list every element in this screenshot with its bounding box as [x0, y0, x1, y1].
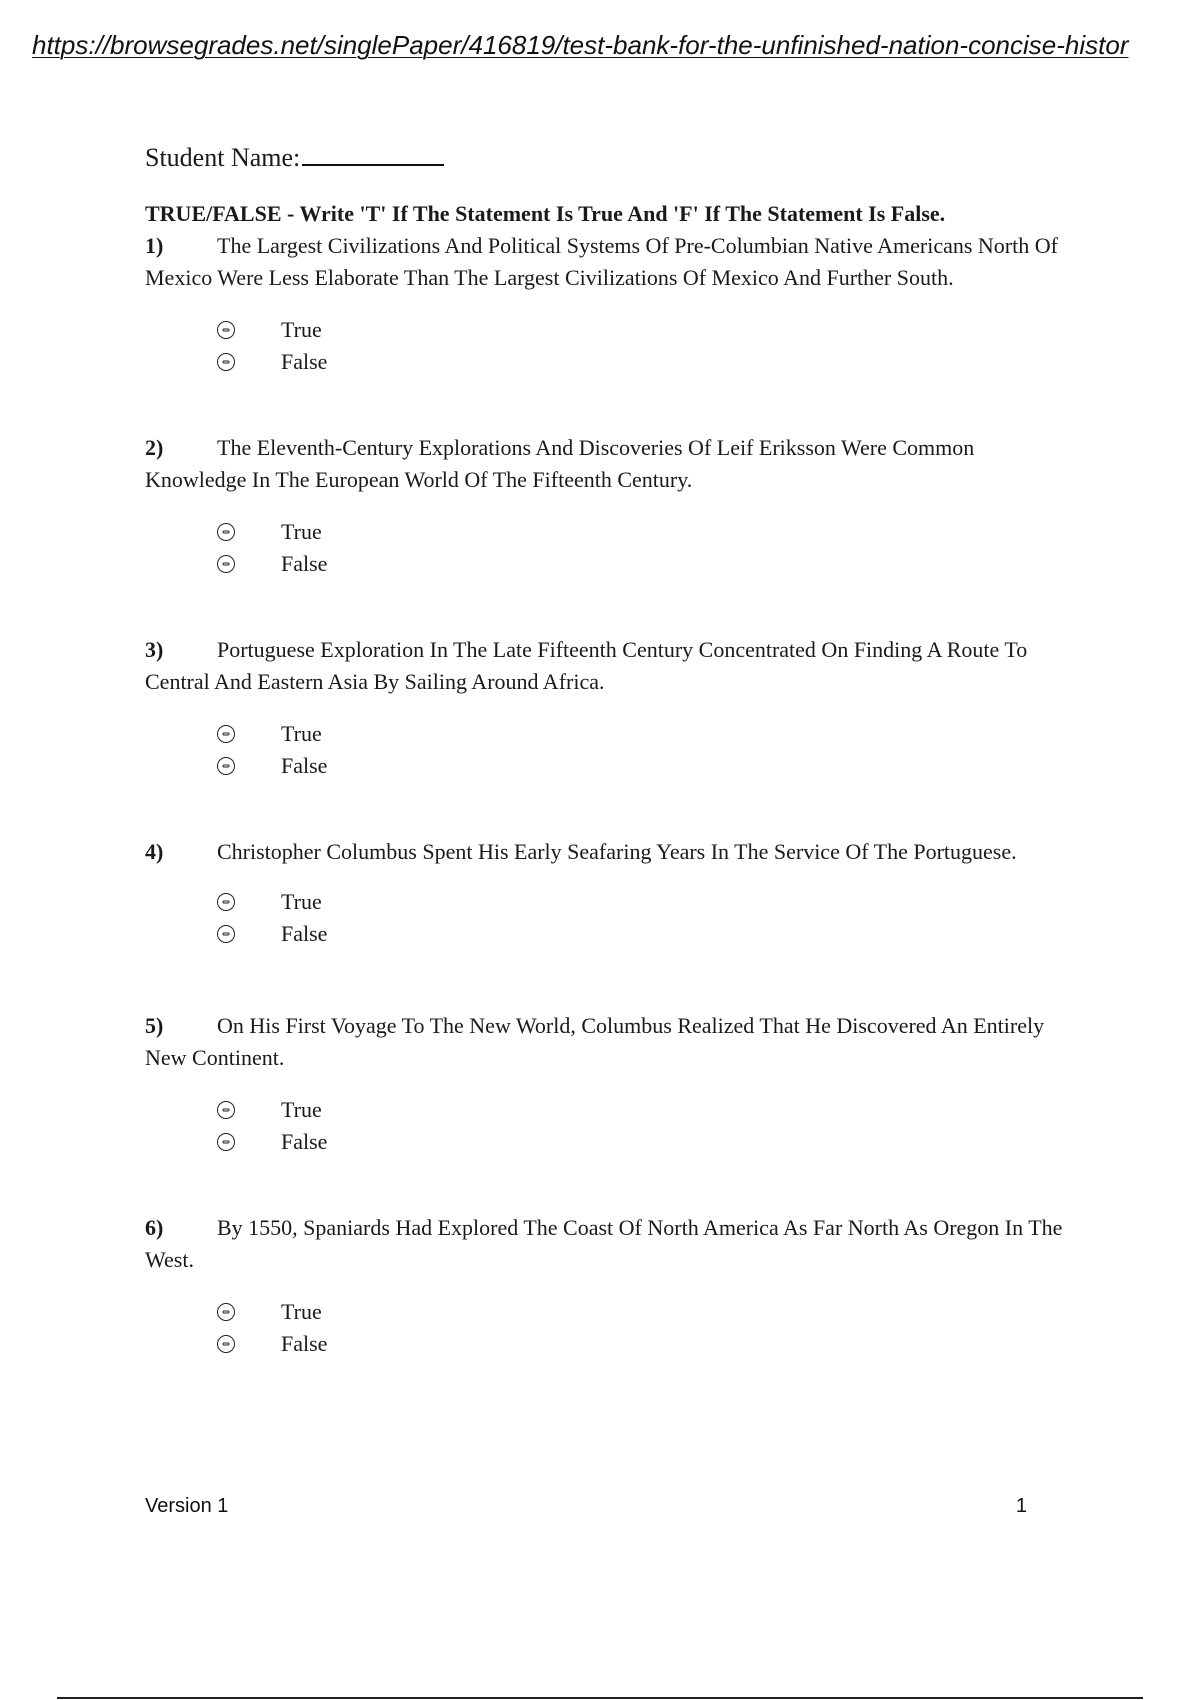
- question-text: [145, 634, 1065, 698]
- radio-button-icon[interactable]: [217, 725, 235, 743]
- option-label: True: [281, 317, 322, 342]
- question-text: [145, 836, 1065, 868]
- question-number: 6): [145, 1215, 164, 1240]
- answer-options: [217, 718, 1065, 782]
- option-label: True: [281, 889, 322, 914]
- option-true[interactable]: [217, 1094, 1065, 1126]
- option-true[interactable]: [217, 516, 1065, 548]
- question-statement: Christopher Columbus Spent His Early Seafaring Years In The Service Of The Portuguese.: [217, 839, 1017, 864]
- question-statement: The Eleventh-Century Explorations And Discoveries Of Leif Eriksson Were Common Knowledge In The European World Of The Fifteenth Century.: [145, 435, 975, 492]
- question-number: 4): [145, 839, 164, 864]
- question-number: 5): [145, 1013, 164, 1038]
- student-name-field: [145, 140, 1065, 174]
- radio-button-icon[interactable]: [217, 1303, 235, 1321]
- question-statement: The Largest Civilizations And Political Systems Of Pre-Columbian Native Americans North Of Mexico Were Less Elaborate Than The Largest Civilizations Of Mexico And Further South.: [145, 233, 1058, 290]
- option-label: False: [281, 551, 328, 576]
- option-label: False: [281, 921, 328, 946]
- page-footer: [145, 1493, 1027, 1519]
- question-number: 3): [145, 637, 164, 662]
- question-6: [145, 1212, 1065, 1360]
- answer-options: [217, 1296, 1065, 1360]
- bottom-divider: [57, 1697, 1143, 1699]
- option-label: True: [281, 721, 322, 746]
- option-label: True: [281, 1097, 322, 1122]
- option-false[interactable]: [217, 750, 1065, 782]
- answer-options: [217, 314, 1065, 378]
- question-3: [145, 634, 1065, 782]
- option-false[interactable]: [217, 918, 1065, 950]
- option-false[interactable]: [217, 346, 1065, 378]
- option-label: True: [281, 1299, 322, 1324]
- question-text: [145, 230, 1065, 294]
- option-false[interactable]: [217, 548, 1065, 580]
- question-statement: On His First Voyage To The New World, Columbus Realized That He Discovered An Entirely New Continent.: [145, 1013, 1045, 1070]
- radio-button-icon[interactable]: [217, 757, 235, 775]
- question-statement: Portuguese Exploration In The Late Fifteenth Century Concentrated On Finding A Route To Central And Eastern Asia By Sailing Around Africa.: [145, 637, 1028, 694]
- option-true[interactable]: [217, 886, 1065, 918]
- question-text: [145, 432, 1065, 496]
- question-text: [145, 1010, 1065, 1074]
- option-false[interactable]: [217, 1126, 1065, 1158]
- question-1: [145, 230, 1065, 378]
- document-url[interactable]: https://browsegrades.net/singlePaper/416819/test-bank-for-the-unfinished-nation-concise-histor: [32, 30, 1129, 60]
- answer-options: [217, 886, 1065, 950]
- radio-button-icon[interactable]: [217, 1133, 235, 1151]
- exam-page: [145, 140, 1065, 1360]
- answer-options: [217, 1094, 1065, 1158]
- version-label: Version 1: [145, 1495, 229, 1517]
- question-text: [145, 1212, 1065, 1276]
- radio-button-icon[interactable]: [217, 893, 235, 911]
- option-true[interactable]: [217, 1296, 1065, 1328]
- radio-button-icon[interactable]: [217, 1335, 235, 1353]
- option-true[interactable]: [217, 718, 1065, 750]
- page-number: 1: [1015, 1495, 1027, 1517]
- option-false[interactable]: [217, 1328, 1065, 1360]
- option-label: False: [281, 1129, 328, 1154]
- radio-button-icon[interactable]: [217, 523, 235, 541]
- radio-button-icon[interactable]: [217, 1101, 235, 1119]
- section-instructions: TRUE/FALSE - Write 'T' If The Statement Is True And 'F' If The Statement Is False.: [145, 201, 946, 226]
- student-name-label: Student Name:: [145, 143, 301, 172]
- radio-button-icon[interactable]: [217, 555, 235, 573]
- student-name-blank[interactable]: [302, 140, 444, 166]
- question-4: [145, 836, 1065, 950]
- option-label: False: [281, 1331, 328, 1356]
- question-statement: By 1550, Spaniards Had Explored The Coast Of North America As Far North As Oregon In The West.: [145, 1215, 1063, 1272]
- option-label: True: [281, 519, 322, 544]
- option-true[interactable]: [217, 314, 1065, 346]
- option-label: False: [281, 753, 328, 778]
- question-number: 2): [145, 435, 164, 460]
- question-number: 1): [145, 233, 164, 258]
- question-5: [145, 1010, 1065, 1158]
- option-label: False: [281, 349, 328, 374]
- radio-button-icon[interactable]: [217, 353, 235, 371]
- question-2: [145, 432, 1065, 580]
- answer-options: [217, 516, 1065, 580]
- radio-button-icon[interactable]: [217, 321, 235, 339]
- radio-button-icon[interactable]: [217, 925, 235, 943]
